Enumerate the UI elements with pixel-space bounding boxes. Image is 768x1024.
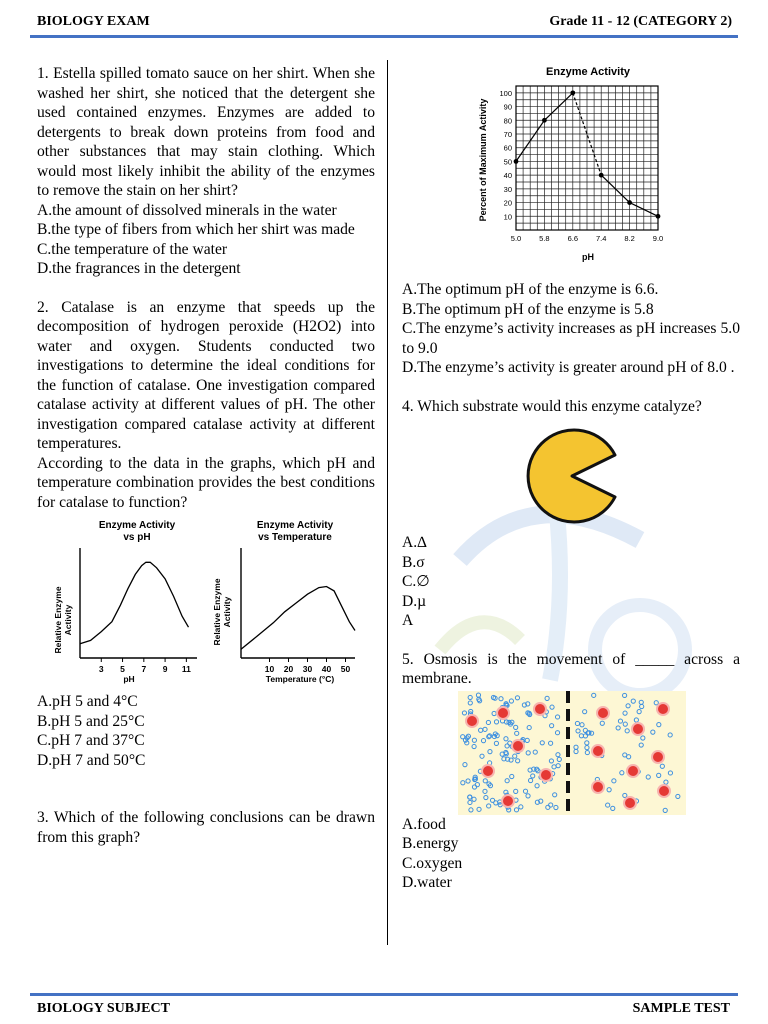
x-tick-label: 9.0 (652, 234, 664, 243)
q4-option-c[interactable]: C.∅ (402, 573, 430, 590)
solute-particle (658, 785, 670, 797)
y-tick-label: 20 (503, 198, 512, 208)
q5-option-b[interactable]: B.energy (402, 835, 459, 852)
solute-particle (657, 703, 669, 715)
q4-option-a[interactable]: A.∆ (402, 534, 427, 551)
chart2-title: Enzyme Activity (546, 66, 630, 78)
chart1-title: Enzyme Activity (256, 520, 334, 531)
y-tick-label: 100 (499, 88, 512, 98)
q1-option-c[interactable]: C.the temperature of the water (37, 240, 228, 258)
q1-stem: 1. Estella spilled tomato sauce on her shirt. When she washed her shirt, she noticed that the detergent she used contained enzymes. Enzymes are added to detergents to break down proteins from food and other substances that may stain clothing. Which would most likely inhibit the ability of the enzymes to remove the stain on her shirt? (37, 65, 375, 199)
y-tick-label: 80 (503, 116, 512, 126)
q3-option-b[interactable]: B.The optimum pH of the enzyme is 5.8 (402, 300, 654, 318)
x-tick-label: 9 (162, 664, 168, 674)
solute-particle (482, 765, 494, 777)
q3-option-a[interactable]: A.The optimum pH of the enzyme is 6.6. (402, 281, 659, 298)
solute-particle (534, 703, 546, 715)
q2-stem: 2. Catalase is an enzyme that speeds up the decomposition of hydrogen peroxide (H2O2) into water and oxygen. Students conducted two investigations to determine the ideal conditions for the function of catalase. One investigation compared catalase activity at different values of pH. The other investigation compared catalase activity at different temperatures. (37, 298, 375, 452)
data-point (627, 200, 632, 205)
q3-stem: 3. Which of the following conclusions can be drawn from this graph? (37, 809, 375, 846)
y-tick-label: 90 (503, 102, 512, 112)
chart0-ylabel-line2: Activity (63, 604, 73, 636)
q3-graph-wrap (402, 58, 740, 280)
pacman-substrate-shape (524, 428, 620, 524)
q5-stem: 5. Osmosis is the movement of _____ across a membrane. (402, 650, 740, 687)
q5-option-c[interactable]: C.oxygen (402, 854, 463, 872)
q4-option-b[interactable]: B.σ (402, 553, 425, 571)
y-tick-label: 30 (503, 184, 512, 194)
header-left: BIOLOGY EXAM (37, 14, 150, 29)
q5-option-d[interactable]: D.water (402, 874, 452, 891)
q2-option-b[interactable]: B.pH 5 and 25°C (37, 712, 145, 730)
x-tick-label: 7 (141, 664, 147, 674)
data-point (599, 173, 604, 178)
q1-option-d[interactable]: D.the fragrances in the detergent (37, 260, 241, 277)
chart1-xlabel: Temperature (°C) (265, 674, 335, 684)
y-tick-label: 70 (503, 130, 512, 139)
solute-particle (540, 769, 552, 781)
chart2-ylabel: Percent of Maximum Activity (478, 98, 488, 222)
data-point (656, 214, 661, 219)
percent-activity-chart (472, 58, 692, 278)
q4-option-d[interactable]: D.µ (402, 592, 427, 610)
q5-option-a[interactable]: A.food (402, 815, 446, 833)
data-point (542, 118, 547, 123)
footer-rule (30, 993, 738, 996)
header-rule (30, 35, 738, 38)
x-tick-label: 3 (98, 664, 104, 674)
solute-particle (512, 740, 524, 752)
q2-stem-question: According to the data in the graphs, which pH and temperature combination provides the best conditions for catalase to function? (37, 454, 375, 511)
x-tick-label: 30 (302, 664, 313, 674)
q4-answer: A (402, 612, 414, 629)
x-tick-label: 5.0 (510, 234, 522, 243)
x-tick-label: 6.6 (567, 234, 579, 243)
solute-particle (652, 751, 664, 763)
solute-particle (624, 797, 636, 809)
series-line (80, 562, 189, 643)
q2-option-d[interactable]: D.pH 7 and 50°C (37, 751, 146, 769)
column-divider (387, 60, 388, 945)
data-point (514, 159, 519, 164)
x-tick-label: 7.4 (595, 234, 607, 243)
q1-option-b[interactable]: B.the type of fibers from which her shirt was made (37, 221, 355, 238)
x-tick-label: 40 (321, 664, 332, 674)
y-tick-label: 10 (503, 212, 512, 222)
chart0-subtitle: vs pH (123, 532, 151, 543)
chart0-ylabel-line1: Relative Enzyme (53, 586, 63, 654)
y-tick-label: 40 (503, 171, 512, 181)
y-tick-label: 60 (503, 143, 512, 153)
osmosis-figure-wrap (402, 689, 740, 815)
series-line (241, 587, 355, 650)
q2-graphs (37, 512, 375, 692)
chart0-title: Enzyme Activity (98, 520, 176, 531)
x-tick-label: 8.2 (624, 234, 635, 243)
x-tick-label: 50 (340, 664, 351, 674)
q1-option-a[interactable]: A.the amount of dissolved minerals in the water (37, 201, 337, 219)
x-tick-label: 5.8 (539, 234, 550, 243)
q4-stem: 4. Which substrate would this enzyme catalyze? (402, 397, 702, 415)
ph-activity-chart (37, 512, 207, 692)
footer-right: SAMPLE TEST (632, 1001, 730, 1016)
osmosis-diagram (458, 691, 686, 815)
x-tick-label: 5 (120, 664, 125, 674)
x-tick-label: 11 (181, 664, 191, 674)
x-tick-label: 10 (264, 664, 275, 674)
solute-particle (592, 781, 604, 793)
solute-particle (632, 723, 644, 735)
solute-particle (497, 707, 509, 719)
solute-particle (627, 765, 639, 777)
x-tick-label: 20 (283, 664, 294, 674)
header-right: Grade 11 - 12 (CATEGORY 2) (549, 14, 732, 29)
chart0-xlabel: pH (123, 674, 135, 684)
q2-option-a[interactable]: A.pH 5 and 4°C (37, 693, 138, 710)
left-column (37, 64, 375, 847)
data-point (570, 90, 575, 95)
chart2-xlabel: pH (582, 252, 594, 262)
footer-left: BIOLOGY SUBJECT (37, 1001, 170, 1016)
chart1-ylabel-line1: Relative Enzyme (212, 578, 222, 646)
chart1-subtitle: vs Temperature (258, 532, 332, 543)
temperature-activity-chart (205, 512, 375, 692)
right-column (402, 58, 740, 893)
chart1-ylabel-line2: Activity (222, 596, 232, 628)
q3-option-c[interactable]: C.The enzyme’s activity increases as pH increases 5.0 to 9.0 (402, 320, 740, 357)
solute-particle (466, 715, 478, 727)
q2-option-c[interactable]: C.pH 7 and 37°C (37, 732, 145, 749)
solute-particle (592, 745, 604, 757)
y-tick-label: 50 (503, 157, 512, 167)
solute-particle (597, 707, 609, 719)
pacman-figure-wrap (402, 416, 740, 533)
q3-option-d[interactable]: D.The enzyme’s activity is greater around pH of 8.0 . (402, 359, 735, 376)
solute-particle (502, 795, 514, 807)
